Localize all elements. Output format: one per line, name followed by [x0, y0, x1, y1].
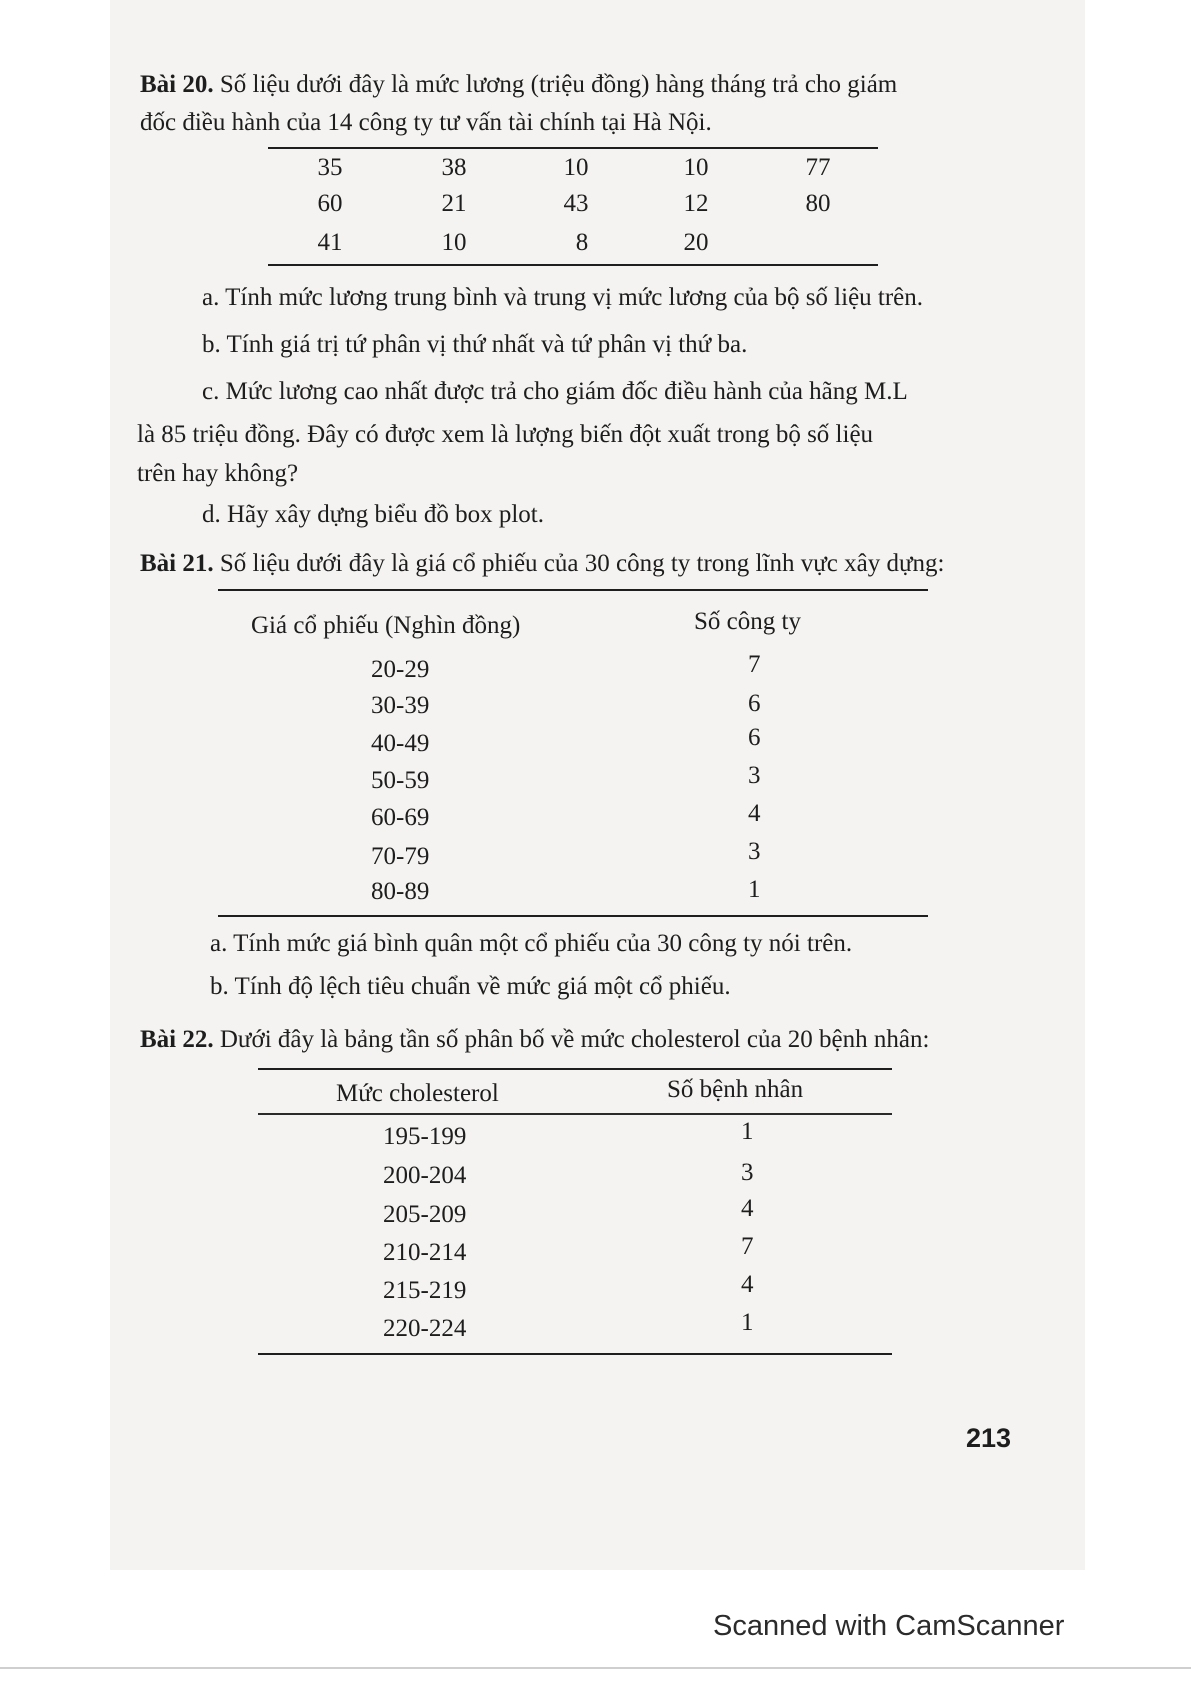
bai22-table-top-rule: [258, 1068, 892, 1070]
table-row-count: 4: [741, 1271, 754, 1298]
bai20-table-bottom-rule: [268, 264, 878, 266]
bai22-heading: Bài 22.: [140, 1026, 214, 1053]
table-row-count: 4: [748, 800, 761, 827]
table-row-count: 6: [748, 724, 761, 751]
table-row-count: 4: [741, 1195, 754, 1222]
table-row-range: 30-39: [371, 692, 430, 719]
bai20-value: 12: [683, 190, 709, 217]
table-row-count: 7: [741, 1233, 754, 1260]
bai22-intro-text: Dưới đây là bảng tần số phân bố về mức cholesterol của 20 bệnh nhân:: [219, 1026, 930, 1053]
bai21-heading: Bài 21.: [140, 550, 214, 577]
bai20-value: 80: [805, 190, 831, 217]
bai20-question-a: a. Tính mức lương trung bình và trung vị mức lương của bộ số liệu trên.: [202, 284, 924, 311]
table-row-range: 70-79: [371, 843, 430, 870]
bai20-value: 35: [317, 154, 343, 181]
bai20-intro-line1: [140, 70, 897, 100]
table-row-count: 6: [748, 690, 761, 717]
bai21-col-header-count: Số công ty: [694, 608, 801, 635]
table-row-count: 7: [748, 651, 761, 678]
table-row-range: 80-89: [371, 878, 430, 905]
bai21-table-bottom-rule: [218, 915, 928, 917]
bai20-intro-line2: đốc điều hành của 14 công ty tư vấn tài chính tại Hà Nội.: [140, 109, 712, 136]
table-row-count: 3: [748, 762, 761, 789]
bai20-question-c-line3: trên hay không?: [137, 460, 299, 487]
bai20-value: 10: [683, 154, 709, 181]
bai22-col-header-cholesterol: Mức cholesterol: [336, 1080, 499, 1107]
bai20-heading: Bài 20.: [140, 71, 214, 98]
table-row-count: 3: [741, 1159, 754, 1186]
table-row-count: 3: [748, 838, 761, 865]
bai20-value: 38: [441, 154, 467, 181]
table-row-range: 60-69: [371, 804, 430, 831]
table-row-range: 50-59: [371, 767, 430, 794]
table-row-range: 20-29: [371, 656, 430, 683]
table-row-range: 40-49: [371, 730, 430, 757]
bai21-table-top-rule: [218, 589, 928, 591]
table-row-range: 215-219: [383, 1277, 467, 1304]
table-row-count: 1: [741, 1309, 754, 1336]
bai20-intro-text1: Số liệu dưới đây là mức lương (triệu đồng) hàng tháng trả cho giám: [219, 71, 898, 98]
bai20-question-c-line1: c. Mức lương cao nhất được trả cho giám đốc điều hành của hãng M.L: [202, 378, 908, 405]
table-row-range: 220-224: [383, 1315, 467, 1342]
camscanner-watermark: Scanned with CamScanner: [713, 1610, 1065, 1642]
bai20-value: 60: [317, 190, 343, 217]
bai20-question-b: b. Tính giá trị tứ phân vị thứ nhất và tứ phân vị thứ ba.: [202, 331, 748, 358]
bottom-divider: [0, 1667, 1191, 1669]
bai20-value: 41: [317, 229, 343, 256]
bai20-value: 10: [563, 154, 589, 181]
bai21-intro: [140, 549, 944, 579]
bai21-question-b: b. Tính độ lệch tiêu chuẩn về mức giá một cổ phiếu.: [210, 973, 731, 1000]
table-row-range: 210-214: [383, 1239, 467, 1266]
table-row-count: 1: [741, 1118, 754, 1145]
bai22-header-rule: [258, 1113, 892, 1115]
bai22-intro: [140, 1025, 929, 1055]
table-row-range: 205-209: [383, 1201, 467, 1228]
bai20-value: 10: [441, 229, 467, 256]
table-row-count: 1: [748, 876, 761, 903]
bai22-col-header-patients: Số bệnh nhân: [667, 1076, 804, 1103]
bai21-col-header-price: Giá cổ phiếu (Nghìn đồng): [251, 612, 521, 639]
bai20-value: 43: [563, 190, 589, 217]
bai21-question-a: a. Tính mức giá bình quân một cổ phiếu của 30 công ty nói trên.: [210, 930, 853, 957]
table-row-range: 200-204: [383, 1162, 467, 1189]
bai20-value: 77: [805, 154, 831, 181]
bai20-table-top-rule: [268, 147, 878, 149]
bai20-value: 8: [575, 229, 589, 256]
bai20-question-d: d. Hãy xây dựng biểu đồ box plot.: [202, 501, 544, 528]
bai20-value: 21: [441, 190, 467, 217]
bai22-table-bottom-rule: [258, 1353, 892, 1355]
bai20-question-c-line2: là 85 triệu đồng. Đây có được xem là lượng biến đột xuất trong bộ số liệu: [137, 421, 874, 448]
table-row-range: 195-199: [383, 1123, 467, 1150]
bai21-intro-text: Số liệu dưới đây là giá cổ phiếu của 30 công ty trong lĩnh vực xây dựng:: [219, 550, 945, 577]
bai20-value: 20: [683, 229, 709, 256]
page-number: 213: [966, 1423, 1012, 1453]
